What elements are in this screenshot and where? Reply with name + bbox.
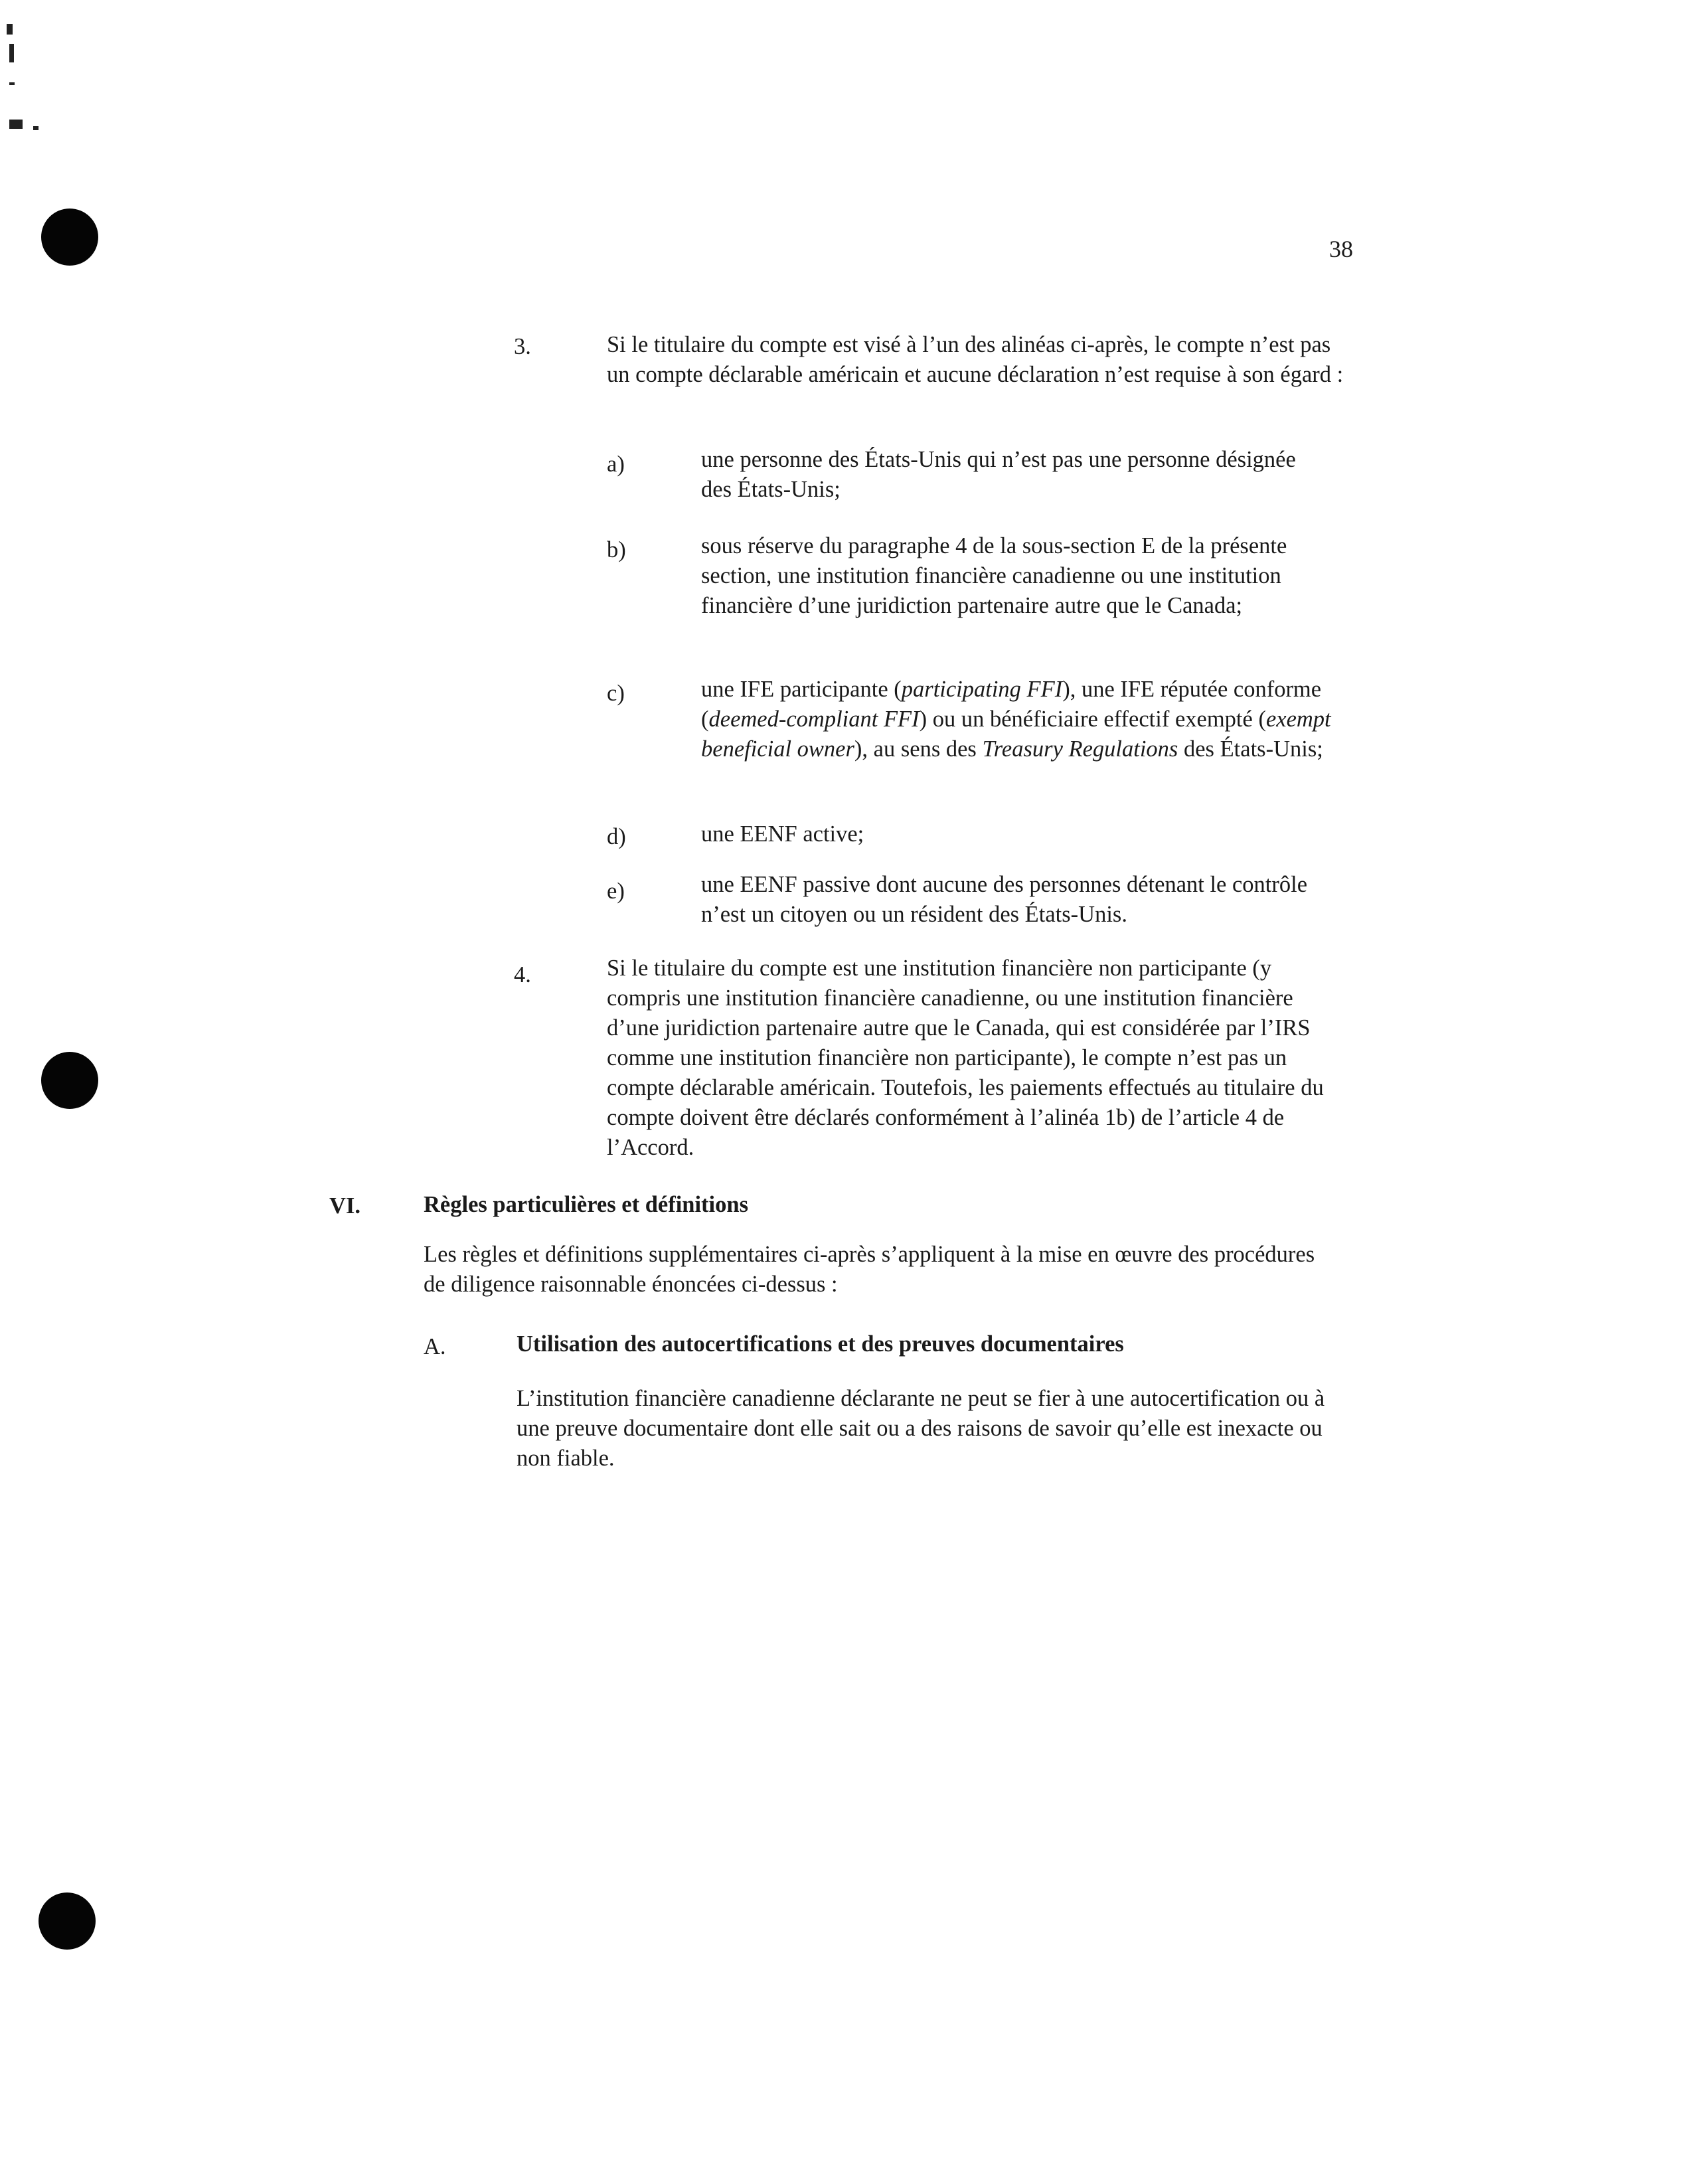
subitem-a-label: a) xyxy=(607,452,625,477)
subitem-c-text-part: ), au sens des xyxy=(854,736,983,762)
subitem-c-text-part: une IFE participante ( xyxy=(701,677,902,702)
subitem-c-text-part: ) ou un bénéficiaire effectif exempté ( xyxy=(919,707,1266,732)
subitem-c-term: deemed-compliant FFI xyxy=(708,707,920,732)
subsection-a-label: A. xyxy=(424,1334,446,1359)
subitem-c-term: exempt beneficial owner xyxy=(701,707,1331,762)
section-6-number: VI. xyxy=(329,1193,361,1218)
subitem-a-text: une personne des États-Unis qui n’est pas une personne désignée des États-Unis; xyxy=(701,447,1296,502)
subitem-b-text: sous réserve du paragraphe 4 de la sous-section E de la présente section, une institution financière canadienne ou une institution financière d’une juridiction partenaire autre que le Canada; xyxy=(701,533,1287,618)
subitem-c-term: Treasury Regulations xyxy=(982,736,1178,762)
scan-speck xyxy=(9,120,23,129)
subitem-c-text-part: des États-Unis; xyxy=(1178,736,1323,762)
subitem-c-text-part: ), une IFE réputée conforme ( xyxy=(701,677,1322,732)
subsection-a-title: Utilisation des autocertifications et des preuves documentaires xyxy=(517,1331,1124,1357)
subitem-d-label: d) xyxy=(607,824,626,849)
item-4-number: 4. xyxy=(514,962,531,987)
item-4-text: Si le titulaire du compte est une institution financière non participante (y compris une institution financière canadienne, ou une institution financière d’une juridiction partenaire autre que le Canada, qui est considérée par l’IRS comme une institution financière non participante), le compte n’est pas un compte déclarable américain. Toutefois, les paiements effectués au titulaire du compte doivent être déclarés conformément à l’alinéa 1b) de l’article 4 de l’Accord. xyxy=(607,956,1324,1160)
subitem-e-text: une EENF passive dont aucune des personnes détenant le contrôle n’est un citoyen ou un résident des États-Unis. xyxy=(701,872,1308,927)
scan-speck xyxy=(9,82,15,85)
subitem-c-label: c) xyxy=(607,681,625,706)
scan-speck xyxy=(33,126,39,130)
punch-hole-top xyxy=(41,209,98,266)
section-6-intro: Les règles et définitions supplémentaires ci-après s’appliquent à la mise en œuvre des procédures de diligence raisonnable énoncées ci-dessus : xyxy=(424,1242,1315,1297)
subitem-e-label: e) xyxy=(607,879,625,904)
page-number: 38 xyxy=(1329,236,1353,262)
subitem-d-text: une EENF active; xyxy=(701,821,864,847)
subsection-a-text: L’institution financière canadienne déclarante ne peut se fier à une autocertification ou à une preuve documentaire dont elle sait ou a des raisons de savoir qu’elle est inexacte ou non fiable. xyxy=(517,1386,1325,1471)
subitem-c-term: participating FFI xyxy=(901,677,1063,702)
subitem-b-label: b) xyxy=(607,537,626,562)
scan-speck xyxy=(9,44,14,62)
item-3-number: 3. xyxy=(514,334,531,359)
item-3-text: Si le titulaire du compte est visé à l’un des alinéas ci-après, le compte n’est pas un compte déclarable américain et aucune déclaration n’est requise à son égard : xyxy=(607,332,1344,387)
punch-hole-middle xyxy=(41,1052,98,1109)
scan-speck xyxy=(7,24,13,35)
punch-hole-bottom xyxy=(39,1892,96,1950)
section-6-title: Règles particulières et définitions xyxy=(424,1192,748,1217)
subitem-c-text xyxy=(701,675,1352,764)
